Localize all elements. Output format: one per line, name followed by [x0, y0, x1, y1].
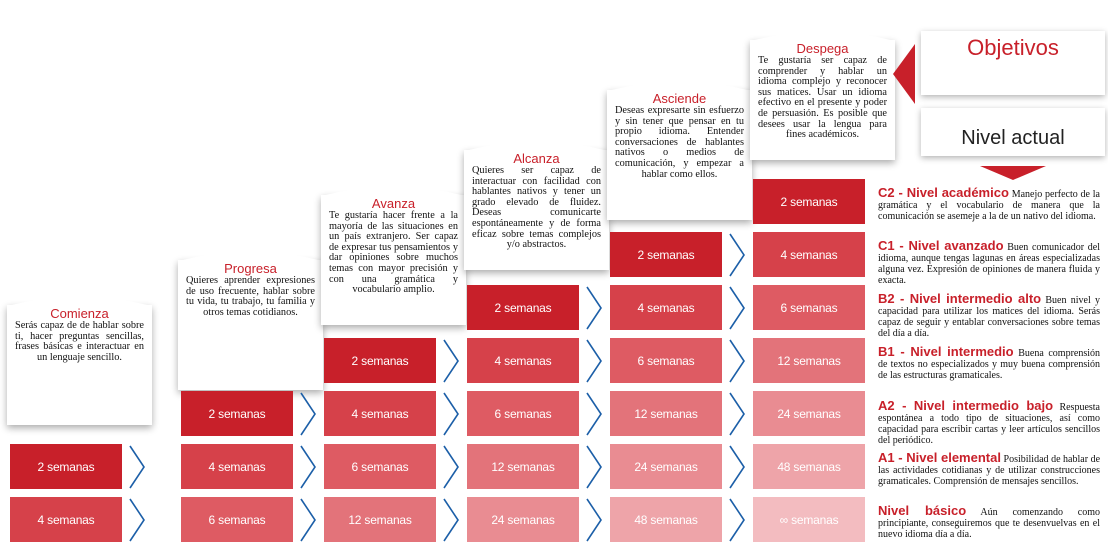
level-c1: C1 - Nivel avanzado Buen comunicador del idioma, aunque tengas lagunas en áreas especializadas alguna vez. Expresión de opiniones de manera fluida y exacta.: [878, 238, 1101, 286]
chevron-right-icon: [128, 445, 147, 489]
stage-title: Avanza: [371, 196, 416, 211]
duration-cell: ∞ semanas: [753, 497, 865, 542]
duration-cell: 6 semanas: [467, 391, 579, 436]
stage-card-roof: [178, 245, 323, 261]
stage-title: Comienza: [50, 306, 109, 321]
chevron-right-icon: [585, 392, 604, 436]
duration-cell: 48 semanas: [753, 444, 865, 489]
stage-card-3: [464, 150, 609, 270]
duration-cell: 6 semanas: [610, 338, 722, 383]
stage-card-roof: [7, 290, 152, 306]
arrow-left-icon: [893, 44, 915, 104]
chevron-right-icon: [728, 445, 747, 489]
chevron-right-icon: [585, 445, 604, 489]
chevron-right-icon: [728, 498, 747, 542]
chevron-right-icon: [442, 392, 461, 436]
duration-cell: 2 semanas: [181, 391, 293, 436]
duration-cell: 4 semanas: [610, 285, 722, 330]
stage-card-roof: [464, 135, 609, 151]
stage-description: Te gustaría ser capaz de comprender y hablar un idioma complejo y reconocer sus matices. Usar un idioma efectivo en el presente y poder de persuasión. Es posible que desees usar la lengua para fines académicos.: [758, 55, 887, 141]
stage-card-roof: [750, 25, 895, 41]
stage-description: Quieres aprender expresiones de uso frecuente, hablar sobre tu vida, tu trabajo, tu familia y otros temas cotidianos.: [186, 275, 315, 318]
chevron-right-icon: [728, 339, 747, 383]
stage-description: Te gustaría hacer frente a la mayoría de las situaciones en un país extranjero. Ser capaz de expresar tus pensamientos y dar opiniones sobre muchos temas con mayor precisión y con una gramática y vocabulario amplio.: [329, 210, 458, 296]
stage-title: Asciende: [652, 91, 707, 106]
stage-card-1: [178, 260, 323, 390]
duration-cell: 2 semanas: [753, 179, 865, 224]
duration-cell: 2 semanas: [467, 285, 579, 330]
chevron-right-icon: [299, 392, 318, 436]
duration-cell: 4 semanas: [753, 232, 865, 277]
stage-card-2: [321, 195, 466, 325]
level-b2: B2 - Nivel intermedio alto Buen nivel y capacidad para utilizar los matices del idioma. Serás capaz de seguir y entablar conversaciones sobre temas del día a día.: [878, 291, 1100, 339]
chevron-right-icon: [442, 445, 461, 489]
level-c2: C2 - Nivel académico Manejo perfecto de la gramática y el vocabulario de manera que la comunicación se asemeje a la de un nativo del idioma.: [878, 185, 1100, 222]
chevron-right-icon: [728, 392, 747, 436]
duration-cell: 24 semanas: [753, 391, 865, 436]
level-basico: Nivel básico Aún comenzando como principiante, conseguiremos que te desenvuelvas en el nuevo idioma día a día.: [878, 503, 1100, 540]
stage-description: Serás capaz de de hablar sobre ti, hacer preguntas sencillas, frases básicas e interactuar en un lenguaje sencillo.: [15, 320, 144, 363]
stage-card-4: [607, 90, 752, 220]
duration-cell: 2 semanas: [10, 444, 122, 489]
stage-title: Progresa: [224, 261, 277, 276]
stage-title: Despega: [796, 41, 849, 56]
chevron-right-icon: [128, 498, 147, 542]
level-a2: A2 - Nivel intermedio bajo Respuesta espontánea a todo tipo de situaciones, así como capacidad para escribir cartas y leer artículos sencillos del periódico.: [878, 398, 1100, 446]
duration-cell: 12 semanas: [753, 338, 865, 383]
duration-cell: 12 semanas: [467, 444, 579, 489]
duration-cell: 24 semanas: [610, 444, 722, 489]
duration-cell: 48 semanas: [610, 497, 722, 542]
chevron-right-icon: [442, 339, 461, 383]
chevron-right-icon: [728, 286, 747, 330]
stage-description: Deseas expresarte sin esfuerzo y sin tener que pensar en tu propio idioma. Entender conversaciones de hablantes nativos o medios de comunicación, y empezar a hablar como ellos.: [615, 105, 744, 180]
chevron-right-icon: [728, 233, 747, 277]
duration-cell: 6 semanas: [324, 444, 436, 489]
objetivos-label: Objetivos: [921, 31, 1105, 95]
stage-title: Alcanza: [513, 151, 560, 166]
chevron-right-icon: [585, 498, 604, 542]
duration-cell: 2 semanas: [610, 232, 722, 277]
nivel-actual-label: Nivel actual: [921, 108, 1105, 156]
duration-cell: 12 semanas: [610, 391, 722, 436]
duration-cell: 6 semanas: [181, 497, 293, 542]
stage-card-0: [7, 305, 152, 425]
chevron-right-icon: [442, 498, 461, 542]
level-a1: A1 - Nivel elemental Posibilidad de hablar de las actividades cotidianas y de utilizar construcciones gramaticales. Comprensión de mensajes sencillos.: [878, 450, 1101, 487]
arrow-down-icon: [980, 166, 1046, 180]
duration-cell: 4 semanas: [467, 338, 579, 383]
duration-cell: 4 semanas: [181, 444, 293, 489]
duration-cell: 4 semanas: [10, 497, 122, 542]
chevron-right-icon: [585, 339, 604, 383]
stage-description: Quieres ser capaz de interactuar con facilidad con hablantes nativos y tener un grado elevado de fluidez. Deseas comunicarte espontáneamente y de forma eficaz sobre temas complejos y/o abstractos.: [472, 165, 601, 251]
duration-cell: 6 semanas: [753, 285, 865, 330]
duration-cell: 24 semanas: [467, 497, 579, 542]
chevron-right-icon: [299, 498, 318, 542]
level-b1: B1 - Nivel intermedio Buena comprensión de textos no especializados y muy buena comprensión de las estructuras gramaticales.: [878, 344, 1101, 381]
stage-card-roof: [321, 180, 466, 196]
duration-cell: 2 semanas: [324, 338, 436, 383]
duration-cell: 12 semanas: [324, 497, 436, 542]
chevron-right-icon: [585, 286, 604, 330]
stage-card-roof: [607, 75, 752, 91]
chevron-right-icon: [299, 445, 318, 489]
duration-cell: 4 semanas: [324, 391, 436, 436]
stage-card-5: [750, 40, 895, 160]
